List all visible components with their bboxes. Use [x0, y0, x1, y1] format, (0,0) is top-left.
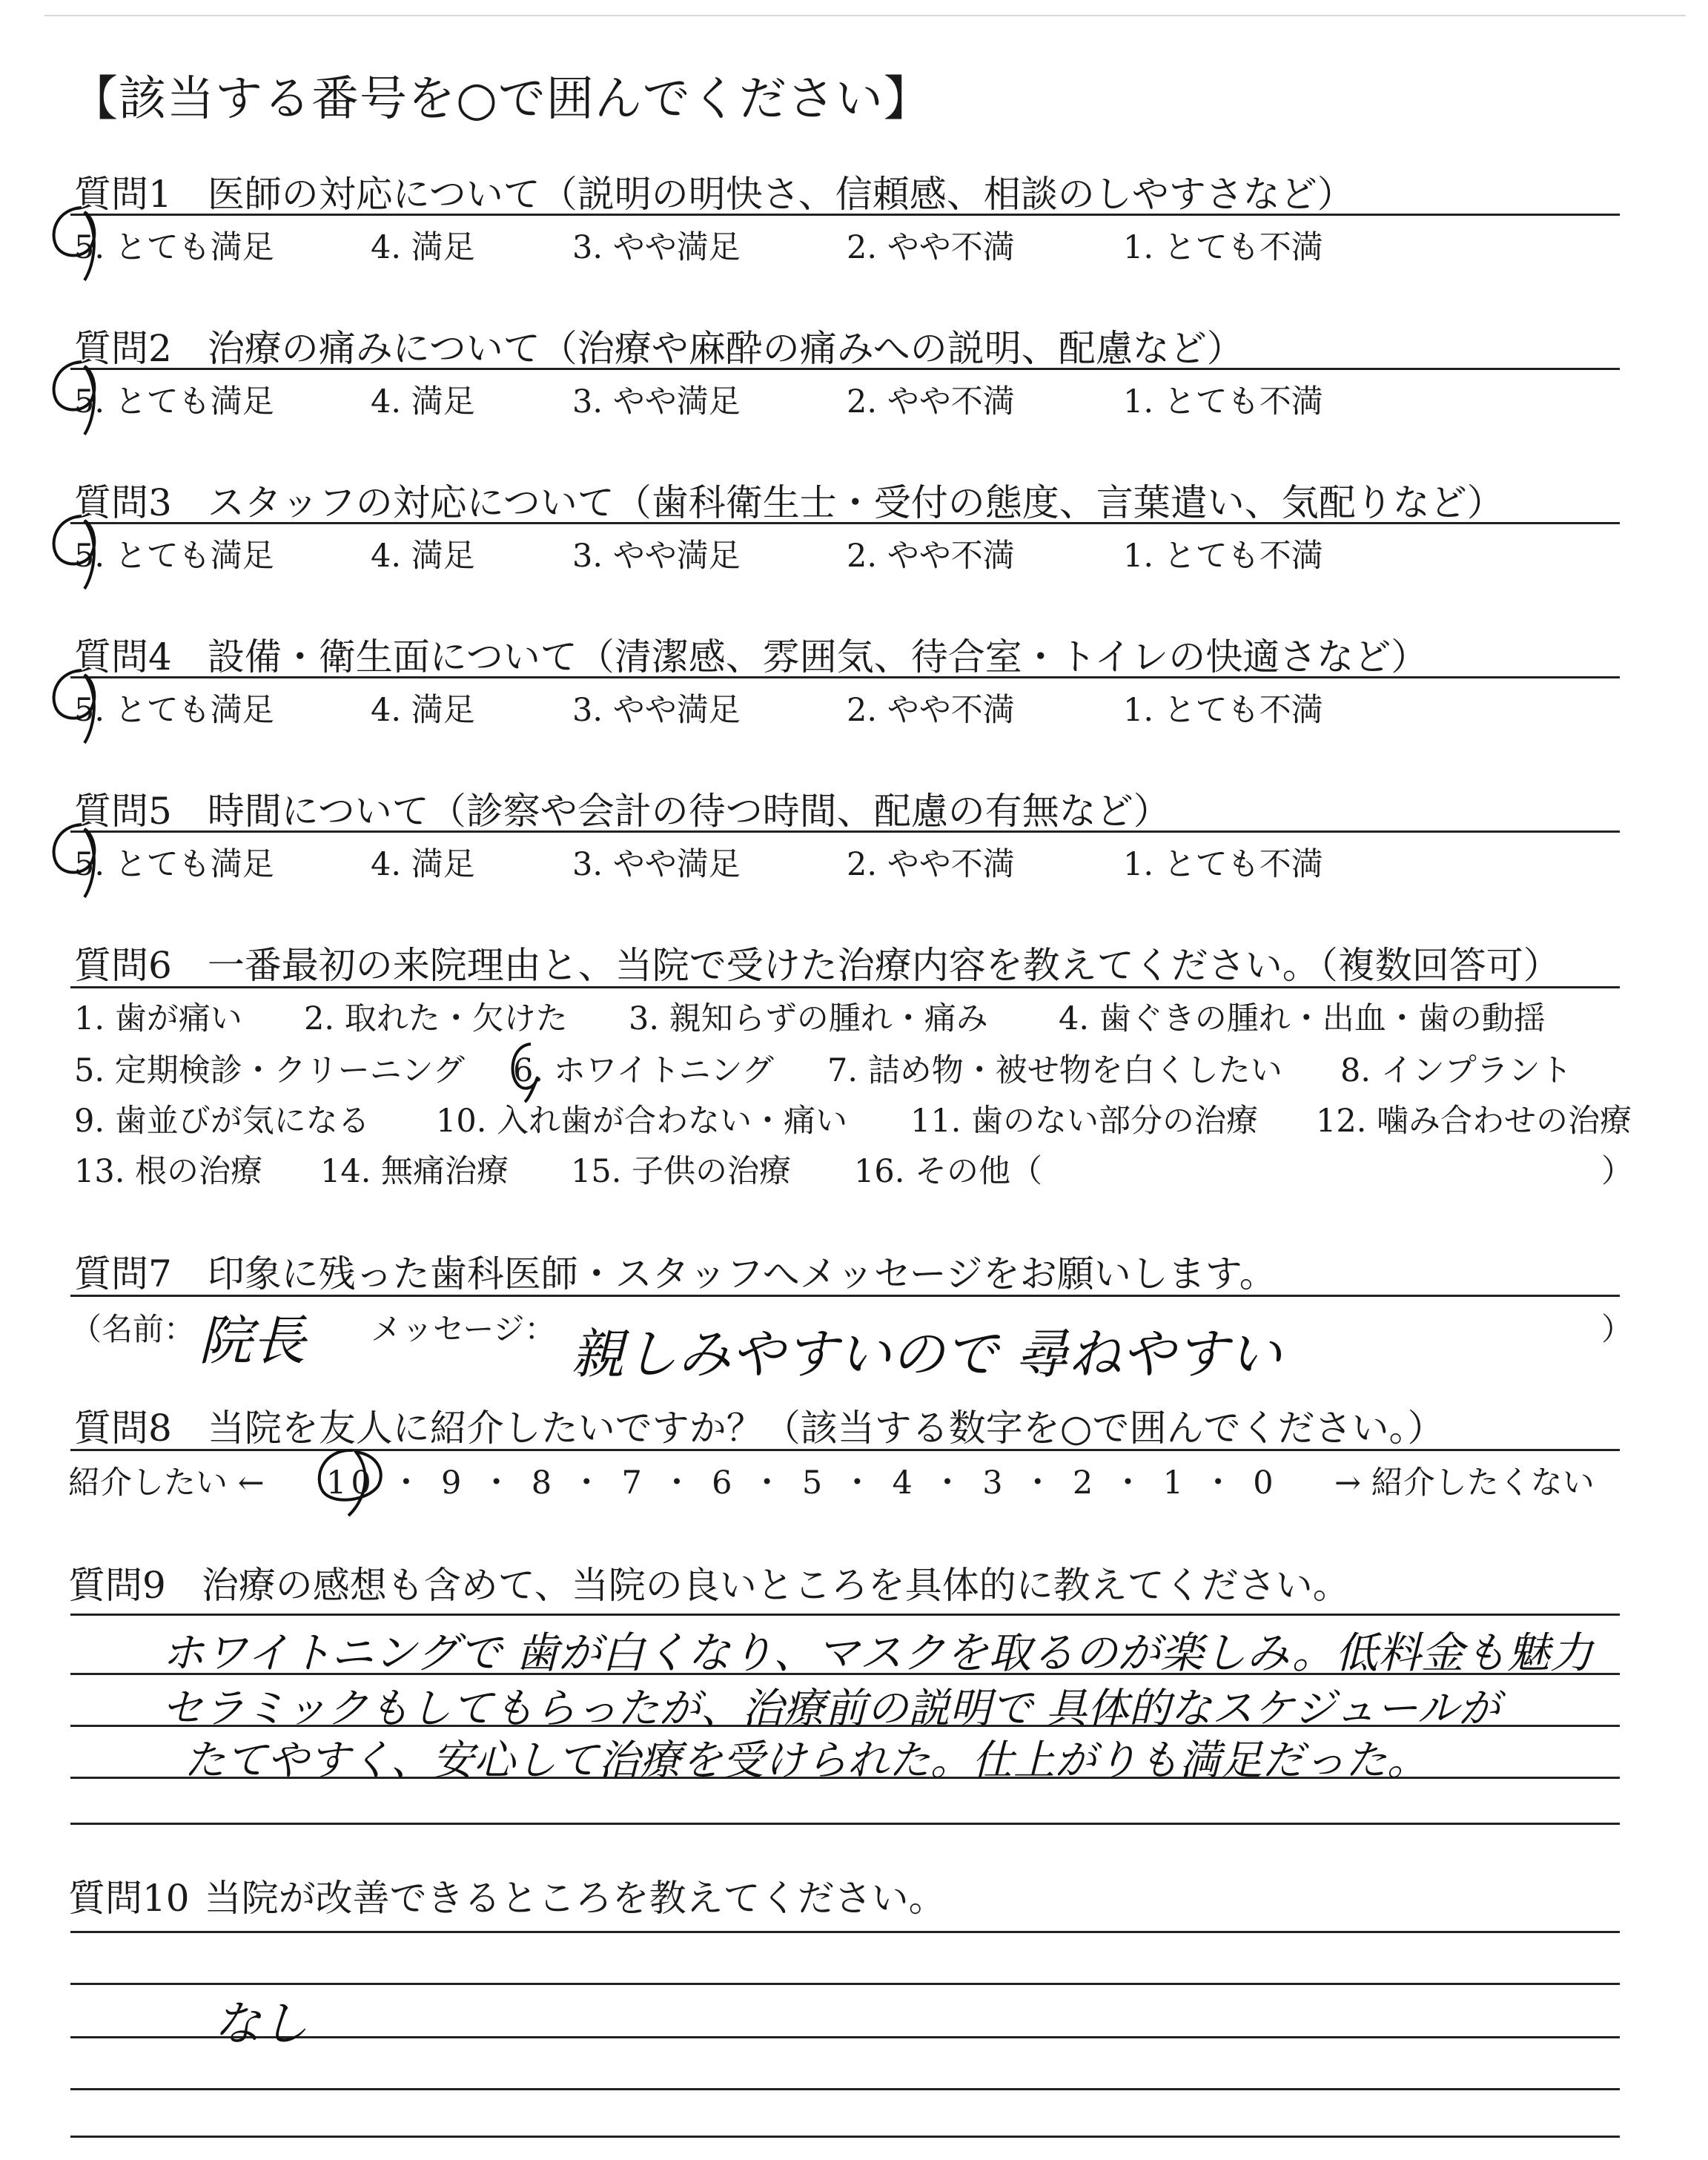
q6-selection-circle	[498, 1037, 565, 1103]
q3-label: 質問3	[74, 481, 172, 524]
q9-answer-line: ホワイトニングで 歯が白くなり、マスクを取るのが楽しみ。低料金も魅力	[162, 1628, 1593, 1678]
q4-label: 質問4	[74, 635, 172, 678]
q9-answer-rule	[70, 1614, 1620, 1616]
q7-header	[74, 1244, 1277, 1298]
q6-option[interactable]: 12. 噛み合わせの治療	[1316, 1103, 1632, 1140]
q1-option[interactable]: 1. とても不満	[1123, 229, 1323, 266]
q8-text: 当院を友人に紹介したいですか？（該当する数字を○で囲んでください。）	[207, 1407, 1445, 1450]
q9-header	[68, 1556, 1350, 1609]
q2-selection-circle	[46, 356, 113, 437]
q2-option[interactable]: 3. やや満足	[572, 383, 741, 420]
q3-option[interactable]: 2. やや不満	[847, 538, 1015, 575]
q2-label: 質問2	[74, 327, 172, 370]
q1-selection-circle	[46, 202, 113, 283]
q10-answer-handwritten: なし	[214, 1997, 308, 2052]
q1-header	[74, 165, 1354, 218]
q2-option[interactable]: 4. 満足	[371, 383, 475, 420]
q4-option[interactable]: 4. 満足	[371, 692, 475, 729]
q6-option[interactable]: 15. 子供の治療	[571, 1153, 792, 1190]
q10-label: 質問10	[68, 1877, 190, 1920]
q6-option[interactable]: 1. 歯が痛い	[74, 1000, 242, 1037]
q7-text: 印象に残った歯科医師・スタッフへメッセージをお願いします。	[207, 1252, 1277, 1295]
q1-option[interactable]: 4. 満足	[371, 229, 475, 266]
q3-rule	[70, 522, 1620, 524]
q10-text: 当院が改善できるところを教えてください。	[204, 1877, 946, 1920]
q7-message-handwritten: 親しみやすいので 尋ねやすい	[571, 1323, 1282, 1385]
q6-option[interactable]: 9. 歯並びが気になる	[74, 1103, 370, 1140]
q2-option[interactable]: 2. やや不満	[847, 383, 1015, 420]
q1-label: 質問1	[74, 173, 172, 216]
q1-text: 医師の対応について（説明の明快さ、信頼感、相談のしやすさなど）	[207, 173, 1354, 216]
q5-text: 時間について（診察や会計の待つ時間、配慮の有無など）	[207, 790, 1171, 833]
q10-answer-rule	[70, 1983, 1620, 1985]
q6-rule	[70, 986, 1620, 988]
q8-label: 質問8	[74, 1407, 172, 1450]
q8-header	[74, 1398, 1444, 1452]
q8-rule	[70, 1449, 1620, 1451]
q6-option[interactable]: 11. 歯のない部分の治療	[910, 1103, 1259, 1140]
q2-text: 治療の痛みについて（治療や麻酔の痛みへの説明、配慮など）	[207, 327, 1244, 370]
page-top-border	[44, 15, 1686, 16]
q8-left-label: 紹介したい ←	[68, 1464, 265, 1502]
q3-header	[74, 473, 1504, 526]
q1-option[interactable]: 5. とても満足	[74, 229, 274, 266]
q5-option[interactable]: 3. やや満足	[572, 846, 741, 883]
q10-answer-rule	[70, 2088, 1620, 2090]
q4-option[interactable]: 1. とても不満	[1123, 692, 1323, 729]
q3-text: スタッフの対応について（歯科衛生士・受付の態度、言葉遣い、気配りなど）	[207, 481, 1504, 524]
q4-option[interactable]: 3. やや満足	[572, 692, 741, 729]
q5-option[interactable]: 2. やや不満	[847, 846, 1015, 883]
q5-option[interactable]: 1. とても不満	[1123, 846, 1323, 883]
q9-answer-line: たてやすく、安心して治療を受けられた。仕上がりも満足だった。	[184, 1737, 1429, 1785]
q6-option[interactable]: 6. ホワイトニング	[513, 1052, 774, 1089]
q4-option[interactable]: 2. やや不満	[847, 692, 1015, 729]
q2-option[interactable]: 5. とても満足	[74, 383, 274, 420]
q3-option[interactable]: 3. やや満足	[572, 538, 741, 575]
q10-answer-rule	[70, 2136, 1620, 2138]
q6-other-close: ）	[1601, 1153, 1633, 1190]
q9-answer-line: セラミックもしてもらったが、治療前の説明で 具体的なスケジュールが	[162, 1685, 1500, 1733]
q4-rule	[70, 676, 1620, 678]
q6-label: 質問6	[74, 944, 172, 987]
q8-right-label: → 紹介したくない	[1334, 1464, 1595, 1502]
q3-option[interactable]: 4. 満足	[371, 538, 475, 575]
q3-option[interactable]: 1. とても不満	[1123, 538, 1323, 575]
q8-scale[interactable]: 10 ・ 9 ・ 8 ・ 7 ・ 6 ・ 5 ・ 4 ・ 3 ・ 2 ・ 1 ・ 0	[326, 1464, 1278, 1502]
q9-text: 治療の感想も含めて、当院の良いところを具体的に教えてください。	[201, 1564, 1350, 1607]
q10-answer-rule	[70, 1931, 1620, 1933]
q10-header	[68, 1869, 946, 1922]
q6-option[interactable]: 16. その他（	[854, 1153, 1043, 1190]
q6-option[interactable]: 5. 定期検診・クリーニング	[74, 1052, 465, 1089]
q7-label: 質問7	[74, 1252, 172, 1295]
q5-rule	[70, 830, 1620, 833]
q1-rule	[70, 214, 1620, 216]
q6-text: 一番最初の来院理由と、当院で受けた治療内容を教えてください。（複数回答可）	[207, 944, 1560, 987]
q4-text: 設備・衛生面について（清潔感、雰囲気、待合室・トイレの快適さなど）	[207, 635, 1429, 678]
page-title: 【該当する番号を○で囲んでください】	[70, 72, 932, 127]
q2-option[interactable]: 1. とても不満	[1123, 383, 1323, 420]
q7-name-handwritten: 院長	[199, 1309, 306, 1372]
q1-option[interactable]: 3. やや満足	[572, 229, 741, 266]
q5-selection-circle	[46, 819, 113, 900]
q6-option[interactable]: 3. 親知らずの腫れ・痛み	[629, 1000, 988, 1037]
q1-option[interactable]: 2. やや不満	[847, 229, 1015, 266]
q2-rule	[70, 368, 1620, 370]
q7-message-label: メッセージ：	[371, 1311, 556, 1347]
q5-option[interactable]: 5. とても満足	[74, 846, 274, 883]
q3-selection-circle	[46, 510, 113, 592]
q6-option[interactable]: 7. 詰め物・被せ物を白くしたい	[827, 1052, 1282, 1089]
q4-header	[74, 627, 1428, 681]
q5-option[interactable]: 4. 満足	[371, 846, 475, 883]
q6-option[interactable]: 8. インプラント	[1340, 1052, 1572, 1089]
q9-label: 質問9	[68, 1564, 166, 1607]
q2-header	[74, 319, 1244, 372]
q6-option[interactable]: 4. 歯ぐきの腫れ・出血・歯の動揺	[1059, 1000, 1546, 1037]
q6-option[interactable]: 13. 根の治療	[74, 1153, 263, 1190]
q7-rule	[70, 1295, 1620, 1297]
q7-close-paren: ）	[1601, 1311, 1633, 1347]
q8-selection-circle	[310, 1444, 391, 1519]
q6-option[interactable]: 14. 無痛治療	[320, 1153, 509, 1190]
q6-header	[74, 936, 1560, 989]
q4-selection-circle	[46, 664, 113, 746]
q5-header	[74, 782, 1171, 835]
q6-option[interactable]: 10. 入れ歯が合わない・痛い	[436, 1103, 848, 1140]
q6-option[interactable]: 2. 取れた・欠けた	[304, 1000, 568, 1037]
q7-name-label: （名前：	[70, 1311, 196, 1347]
q4-option[interactable]: 5. とても満足	[74, 692, 274, 729]
q9-answer-rule	[70, 1823, 1620, 1825]
q5-label: 質問5	[74, 790, 172, 833]
q3-option[interactable]: 5. とても満足	[74, 538, 274, 575]
